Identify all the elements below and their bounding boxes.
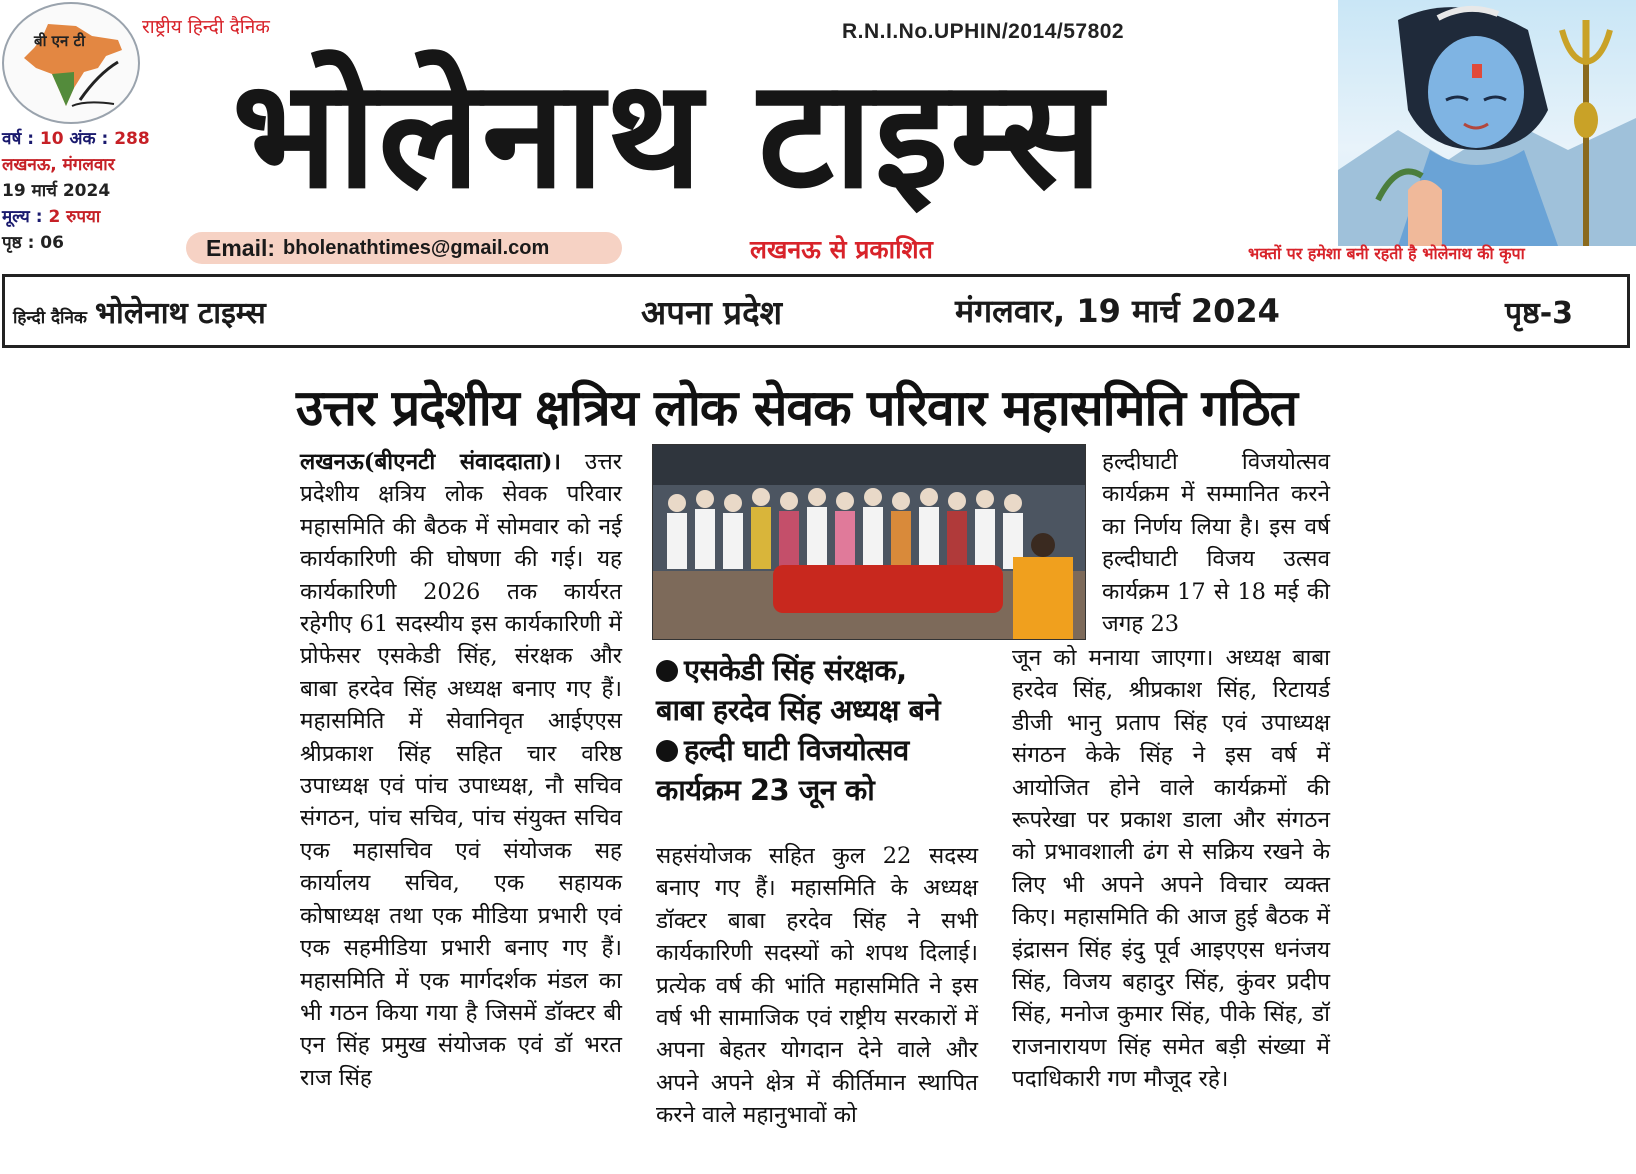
edition-year-issue [2, 126, 202, 149]
highlight-2-line-1 [656, 730, 996, 770]
strip-date: मंगलवार, 19 मार्च 2024 [955, 292, 1280, 330]
strip-page-number: पृष्ठ-3 [1505, 296, 1574, 331]
newspaper-logo [2, 2, 140, 124]
article-column-2: सहसंयोजक सहित कुल 22 सदस्य बनाए गए हैं। महासमिति के अध्यक्ष डॉक्टर बाबा हरदेव सिंह ने सभी कार्यकारिणी सदस्यों को शपथ दिलाई। प्रत्येक वर्ष की भांति महासमिति ने इस वर्ष भी सामाजिक एवं राष्ट्रीय सरकारों में अपना बेहतर योगदान देने वाले और अपने अपने क्षेत्र में कीर्तिमान स्थापित करने वाले महानुभावों को [656, 843, 978, 1129]
highlight-1-line-2: बाबा हरदेव सिंह अध्यक्ष बने [656, 693, 941, 727]
edition-city-day: लखनऊ, मंगलवार [2, 155, 115, 175]
masthead-title: भोलेनाथ टाइम्स [232, 48, 1105, 222]
highlight-2-text: हल्दी घाटी विजयोत्सव [684, 733, 909, 767]
article-highlights [656, 650, 996, 810]
strip-title: भोलेनाथ टाइम्स [94, 296, 266, 331]
email-label: Email: [206, 234, 276, 261]
national-daily-tagline: राष्ट्रीय हिन्दी दैनिक [142, 16, 270, 38]
rni-number: R.N.I.No.UPHIN/2014/57802 [842, 20, 1125, 43]
highlight-2-line-2: कार्यक्रम 23 जून को [656, 773, 875, 807]
article-column-1 [300, 446, 622, 1094]
edition-pages: पृष्ठ : 06 [2, 233, 64, 253]
article-headline: उत्तर प्रदेशीय क्षत्रिय लोक सेवक परिवार महासमिति गठित [296, 379, 1297, 437]
shiva-portrait-image [1338, 0, 1636, 246]
page-header-strip [2, 274, 1630, 348]
email-pill [186, 232, 622, 264]
shiva-portrait-icon [1338, 0, 1636, 246]
bullet-dot-icon [656, 660, 678, 682]
year-value: 10 [39, 129, 64, 149]
edition-price [2, 204, 202, 227]
edition-date: 19 मार्च 2024 [2, 181, 111, 201]
deity-tagline: भक्तों पर हमेशा बनी रहती है भोलेनाथ की कृपा [1248, 244, 1525, 263]
strip-section: अपना प्रदेश [641, 293, 783, 332]
article-dateline: लखनऊ(बीएनटी संवाददाता)। [300, 449, 561, 475]
year-label: वर्ष : [2, 129, 34, 149]
highlight-1-text: एसकेडी सिंह संरक्षक, [684, 653, 907, 687]
group-photo-icon [653, 445, 1086, 640]
email-address: bholenathtimes@gmail.com [283, 236, 550, 259]
strip-paper-name [13, 291, 266, 332]
article-column-1-text: उत्तर प्रदेशीय क्षत्रिय लोक सेवक परिवार महासमिति की बैठक में सोमवार को नई कार्यकारिणी की घोषणा की गई। यह कार्यकारिणी 2026 तक कार्यरत रहेगीए 61 सदस्यीय इस कार्यकारिणी में प्रोफेसर एसकेडी सिंह, संरक्षक और बाबा हरदेव सिंह अध्यक्ष बनाए गए हैं।महासमिति में सेवानिवृत आईएएस श्रीप्रकाश सिंह सहित चार वरिष्ठ उपाध्यक्ष एवं पांच उपाध्यक्ष, नौ सचिव संगठन, पांच सचिव, पांच संयुक्त सचिव एक महासचिव एवं संयोजक सह कार्यालय सचिव, एक सहायक कोषाध्यक्ष तथा एक मीडिया प्रभारी एवं एक सहमीडिया प्रभारी बनाए गए हैं। महासमिति में एक मार्गदर्शक मंडल का भी गठन किया गया है जिसमें डॉक्टर बी एन सिंह प्रमुख संयोजक एवं डॉ भरत राज सिंह [300, 449, 622, 1091]
article-column-3-top: हल्दीघाटी विजयोत्सव कार्यक्रम में सम्मानित करने का निर्णय लिया है। इस वर्ष हल्दीघाटी विजय उत्सव कार्यक्रम 17 से 18 मई की जगह 23 [1102, 449, 1330, 638]
published-from: लखनऊ से प्रकाशित [750, 235, 933, 264]
price-value: 2 रुपया [48, 207, 101, 227]
group-photo [652, 444, 1086, 640]
strip-daily-label: हिन्दी दैनिक [13, 308, 87, 328]
bullet-dot-icon [656, 740, 678, 762]
issue-label: अंक : [69, 129, 109, 149]
article-column-3: जून को मनाया जाएगा। अध्यक्ष बाबा हरदेव सिंह, श्रीप्रकाश सिंह, रिटायर्ड डीजी भानु प्रताप सिंह एवं उपाध्यक्ष संगठन केके सिंह ने इस वर्ष में आयोजित होने वाले कार्यक्रमों की रूपरेखा पर प्रकाश डाला और संगठन को प्रभावशाली ढंग से सक्रिय रखने के लिए भी अपने अपने विचार व्यक्त किए। महासमिति की आज हुई बैठक में इंद्रासन सिंह इंदु पूर्व आइएएस धनंजय सिंह, विजय बहादुर सिंह, कुंवर प्रदीप सिंह, मनोज कुमार सिंह, पीके सिंह, डॉ राजनारायण सिंह समेत बड़ी संख्या में पदाधिकारी गण मौजूद रहे। [1012, 645, 1330, 1093]
logo-letters: बी एन टी [34, 32, 85, 50]
highlight-1-line-1 [656, 650, 996, 690]
price-label: मूल्य : [2, 207, 43, 227]
issue-value: 288 [114, 129, 150, 149]
